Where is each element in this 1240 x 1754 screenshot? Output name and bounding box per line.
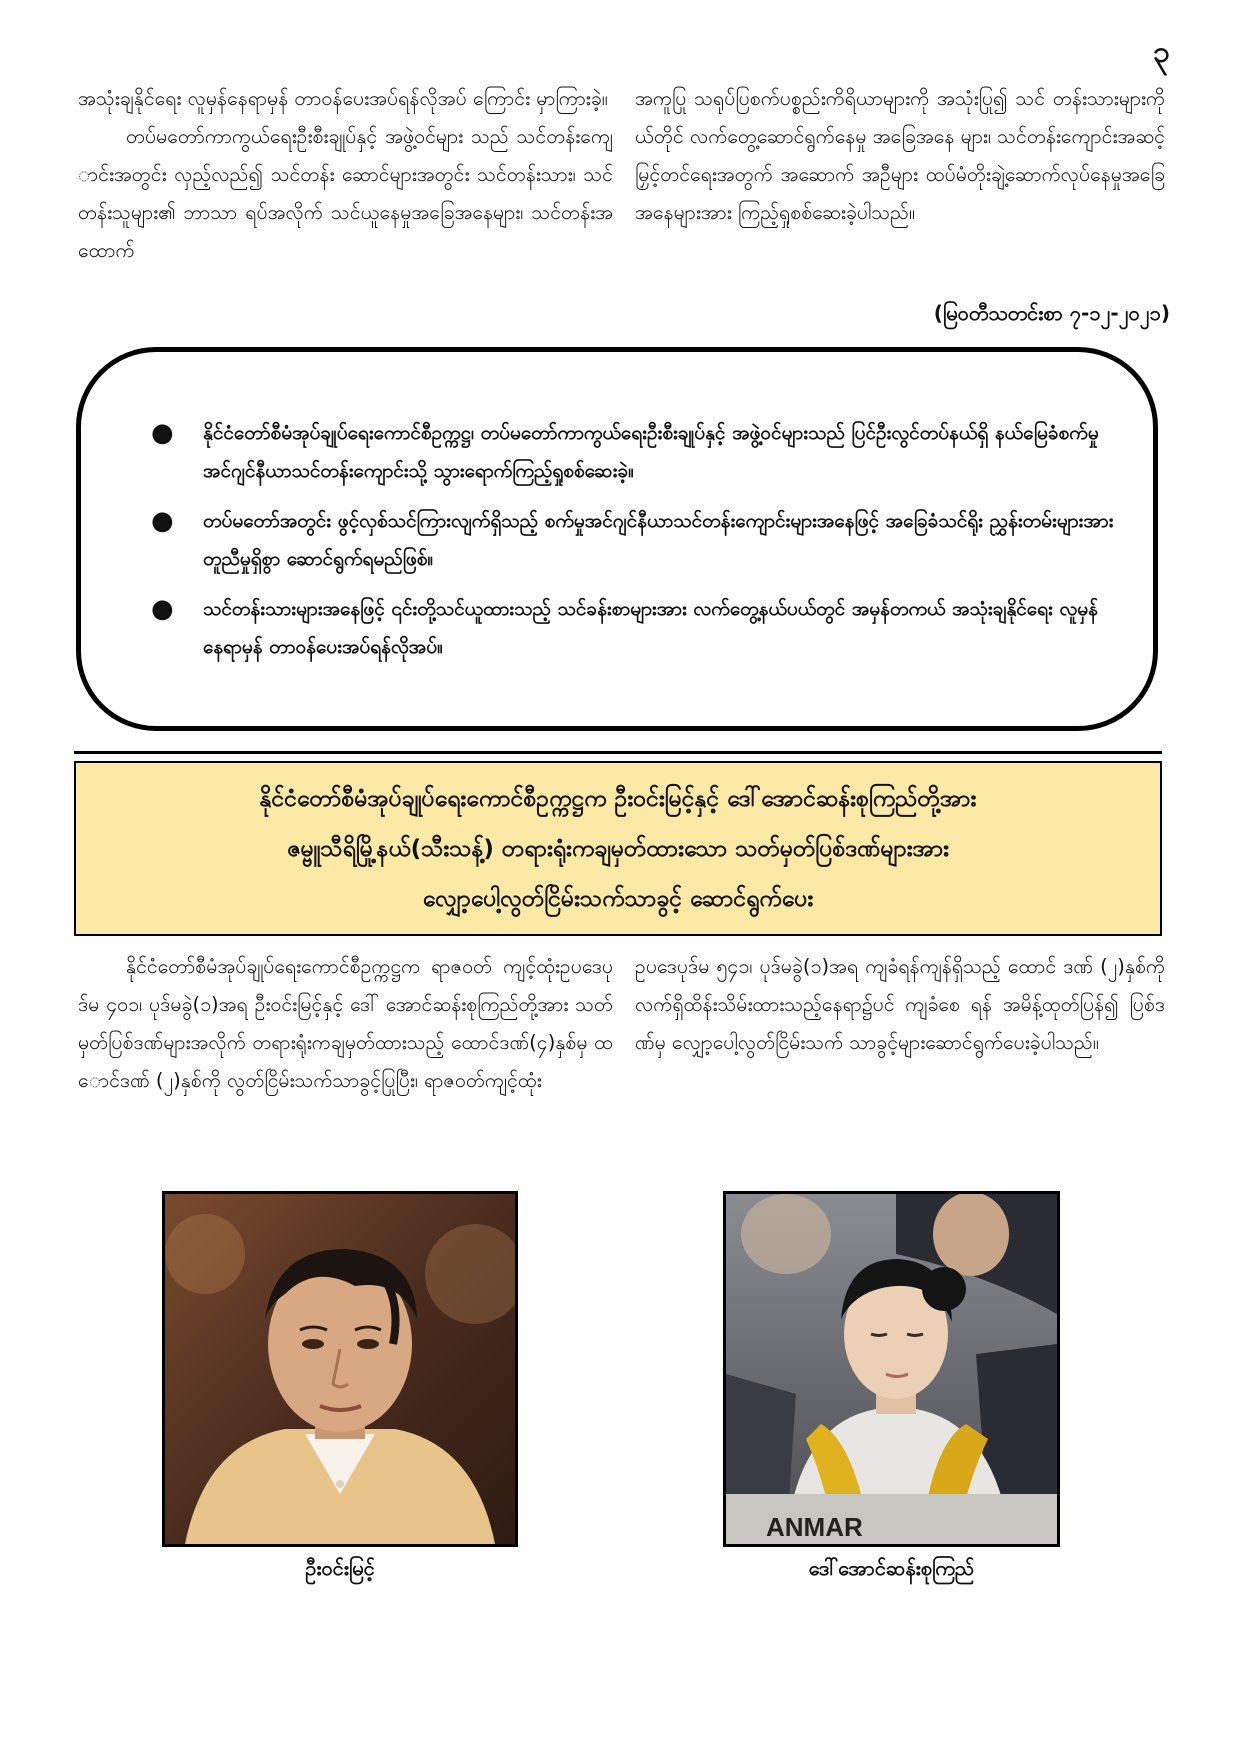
portrait-photo-aung-san-suu-kyi bbox=[723, 1191, 1060, 1547]
bullet-icon: ● bbox=[151, 506, 174, 536]
article-continuation-left bbox=[78, 80, 613, 270]
article-continuation-right bbox=[635, 80, 1165, 232]
article-body-right bbox=[635, 948, 1165, 1062]
summary-item-text: တပ်မတော်အတွင်း ဖွင့်လှစ်သင်ကြားလျက်ရှိသည့် စက်မှုအင်ဂျင်နီယာသင်တန်းကျောင်းများအနေဖြင့် အခြေခံသင်ရိုး ညွှန်းတမ်းများအား တူညီမှုရှိစွာ ဆောင်ရွက်ရမည်ဖြစ်။ bbox=[203, 510, 1114, 570]
bullet-icon: ● bbox=[151, 418, 174, 448]
headline-line: နိုင်ငံတော်စီမံအုပ်ချုပ်ရေးကောင်စီဥက္ကဋ္ဌက ဦးဝင်းမြင့်နှင့် ဒေါ်အောင်ဆန်းစုကြည်တို့အား bbox=[259, 785, 977, 812]
portrait-illustration bbox=[726, 1194, 1057, 1544]
paragraph: ဥပဒေပုဒ်မ ၅၄၁၊ ပုဒ်မခွဲ(၁)အရ ကျခံရန်ကျန်ရှိသည့် ထောင် ဒဏ် (၂)နှစ်ကို လက်ရှိထိန်းသိမ်းထားသည့်နေရာ၌ပင် ကျခံစေ ရန် အမိန့်ထုတ်ပြန်၍ ပြစ်ဒဏ်မှ လျှော့ပေါ့လွတ်ငြိမ်းသက် သာခွင့်များဆောင်ရွက်ပေးခဲ့ပါသည်။ bbox=[635, 955, 1165, 1054]
paragraph: တပ်မတော်ကာကွယ်ရေးဦးစီးချုပ်နှင့် အဖွဲ့ဝင်များ သည် သင်တန်းကျောင်းအတွင်း လှည့်လည်၍ သင်တန်း ဆောင်များအတွင်း သင်တန်းသား၊ သင်တန်းသူများ၏ ဘာသာ ရပ်အလိုက် သင်ယူနေမှုအခြေအနေများ၊ သင်တန်းအထောက် bbox=[78, 125, 613, 262]
summary-box bbox=[76, 347, 1158, 731]
portrait-illustration bbox=[165, 1194, 515, 1544]
headline-line: လျှော့ပေါ့လွတ်ငြိမ်းသက်သာခွင့် ဆောင်ရွက်ပေး bbox=[422, 885, 814, 912]
photo-caption: ဒေါ်အောင်ဆန်းစုကြည် bbox=[808, 1556, 975, 1580]
summary-item-text: နိုင်ငံတော်စီမံအုပ်ချုပ်ရေးကောင်စီဥက္ကဋ္ဌ၊ တပ်မတော်ကာကွယ်ရေးဦးစီးချုပ်နှင့် အဖွဲ့ဝင်များသည် ပြင်ဦးလွင်တပ်နယ်ရှိ နယ်မြေခံစက်မှုအင်ဂျင်နီယာသင်တန်းကျောင်းသို့ သွားရောက်ကြည့်ရှုစစ်ဆေးခဲ့။ bbox=[203, 422, 1099, 482]
section-divider bbox=[74, 751, 1162, 754]
summary-item-text: သင်တန်းသားများအနေဖြင့် ၎င်းတို့သင်ယူထားသည့် သင်ခန်းစာများအား လက်တွေ့နယ်ပယ်တွင် အမှန်တကယ် အသုံးချနိုင်ရေး လူမှန်နေရာမှန် တာဝန်ပေးအပ်ရန်လိုအပ်။ bbox=[203, 598, 1098, 658]
summary-item bbox=[141, 590, 1123, 666]
photo-caption: ဦးဝင်းမြင့် bbox=[305, 1556, 375, 1580]
portrait-photo-win-myint bbox=[162, 1191, 518, 1547]
headline-line: ဇမ္ဗူသီရိမြို့နယ်(သီးသန့်) တရားရုံးကချမှတ်ထားသော သတ်မှတ်ပြစ်ဒဏ်များအား bbox=[286, 835, 950, 862]
news-source: (မြဝတီသတင်းစာ ၇-၁၂-၂၀၂၁) bbox=[933, 301, 1170, 325]
summary-list bbox=[81, 352, 1153, 666]
article-headline bbox=[74, 761, 1162, 936]
summary-item bbox=[141, 414, 1123, 490]
summary-item bbox=[141, 502, 1123, 578]
page-number: ၃ bbox=[1153, 35, 1170, 70]
nameplate-text: ANMAR bbox=[766, 1512, 863, 1542]
article-body-left bbox=[78, 948, 613, 1100]
bullet-icon: ● bbox=[151, 594, 174, 624]
paragraph: အသုံးချနိုင်ရေး လူမှန်နေရာမှန် တာဝန်ပေးအပ်ရန်လိုအပ် ကြောင်း မှာကြားခဲ့။ bbox=[78, 87, 608, 110]
paragraph: အကူပြု သရုပ်ပြစက်ပစ္စည်းကိရိယာများကို အသုံးပြု၍ သင် တန်းသားများကိုယ်တိုင် လက်တွေ့ဆောင်ရွက်နေမှု အခြေအနေ များ၊ သင်တန်းကျောင်းအဆင့်မြှင့်တင်ရေးအတွက် အဆောက် အဦများ ထပ်မံတိုးချဲ့ဆောက်လုပ်နေမှုအခြေအနေများအား ကြည့်ရှုစစ်ဆေးခဲ့ပါသည်။ bbox=[635, 87, 1165, 224]
paragraph: နိုင်ငံတော်စီမံအုပ်ချုပ်ရေးကောင်စီဥက္ကဋ္ဌက ရာဇဝတ် ကျင့်ထုံးဥပဒေပုဒ်မ ၄၀၁၊ ပုဒ်မခွဲ(၁)အရ ဦးဝင်းမြင့်နှင့် ဒေါ် အောင်ဆန်းစုကြည်တို့အား သတ်မှတ်ပြစ်ဒဏ်များအလိုက် တရားရုံးကချမှတ်ထားသည့် ထောင်ဒဏ်(၄)နှစ်မှ ထောင်ဒဏ် (၂)နှစ်ကို လွတ်ငြိမ်းသက်သာခွင့်ပြုပြီး၊ ရာဇဝတ်ကျင့်ထုံး bbox=[78, 955, 613, 1092]
